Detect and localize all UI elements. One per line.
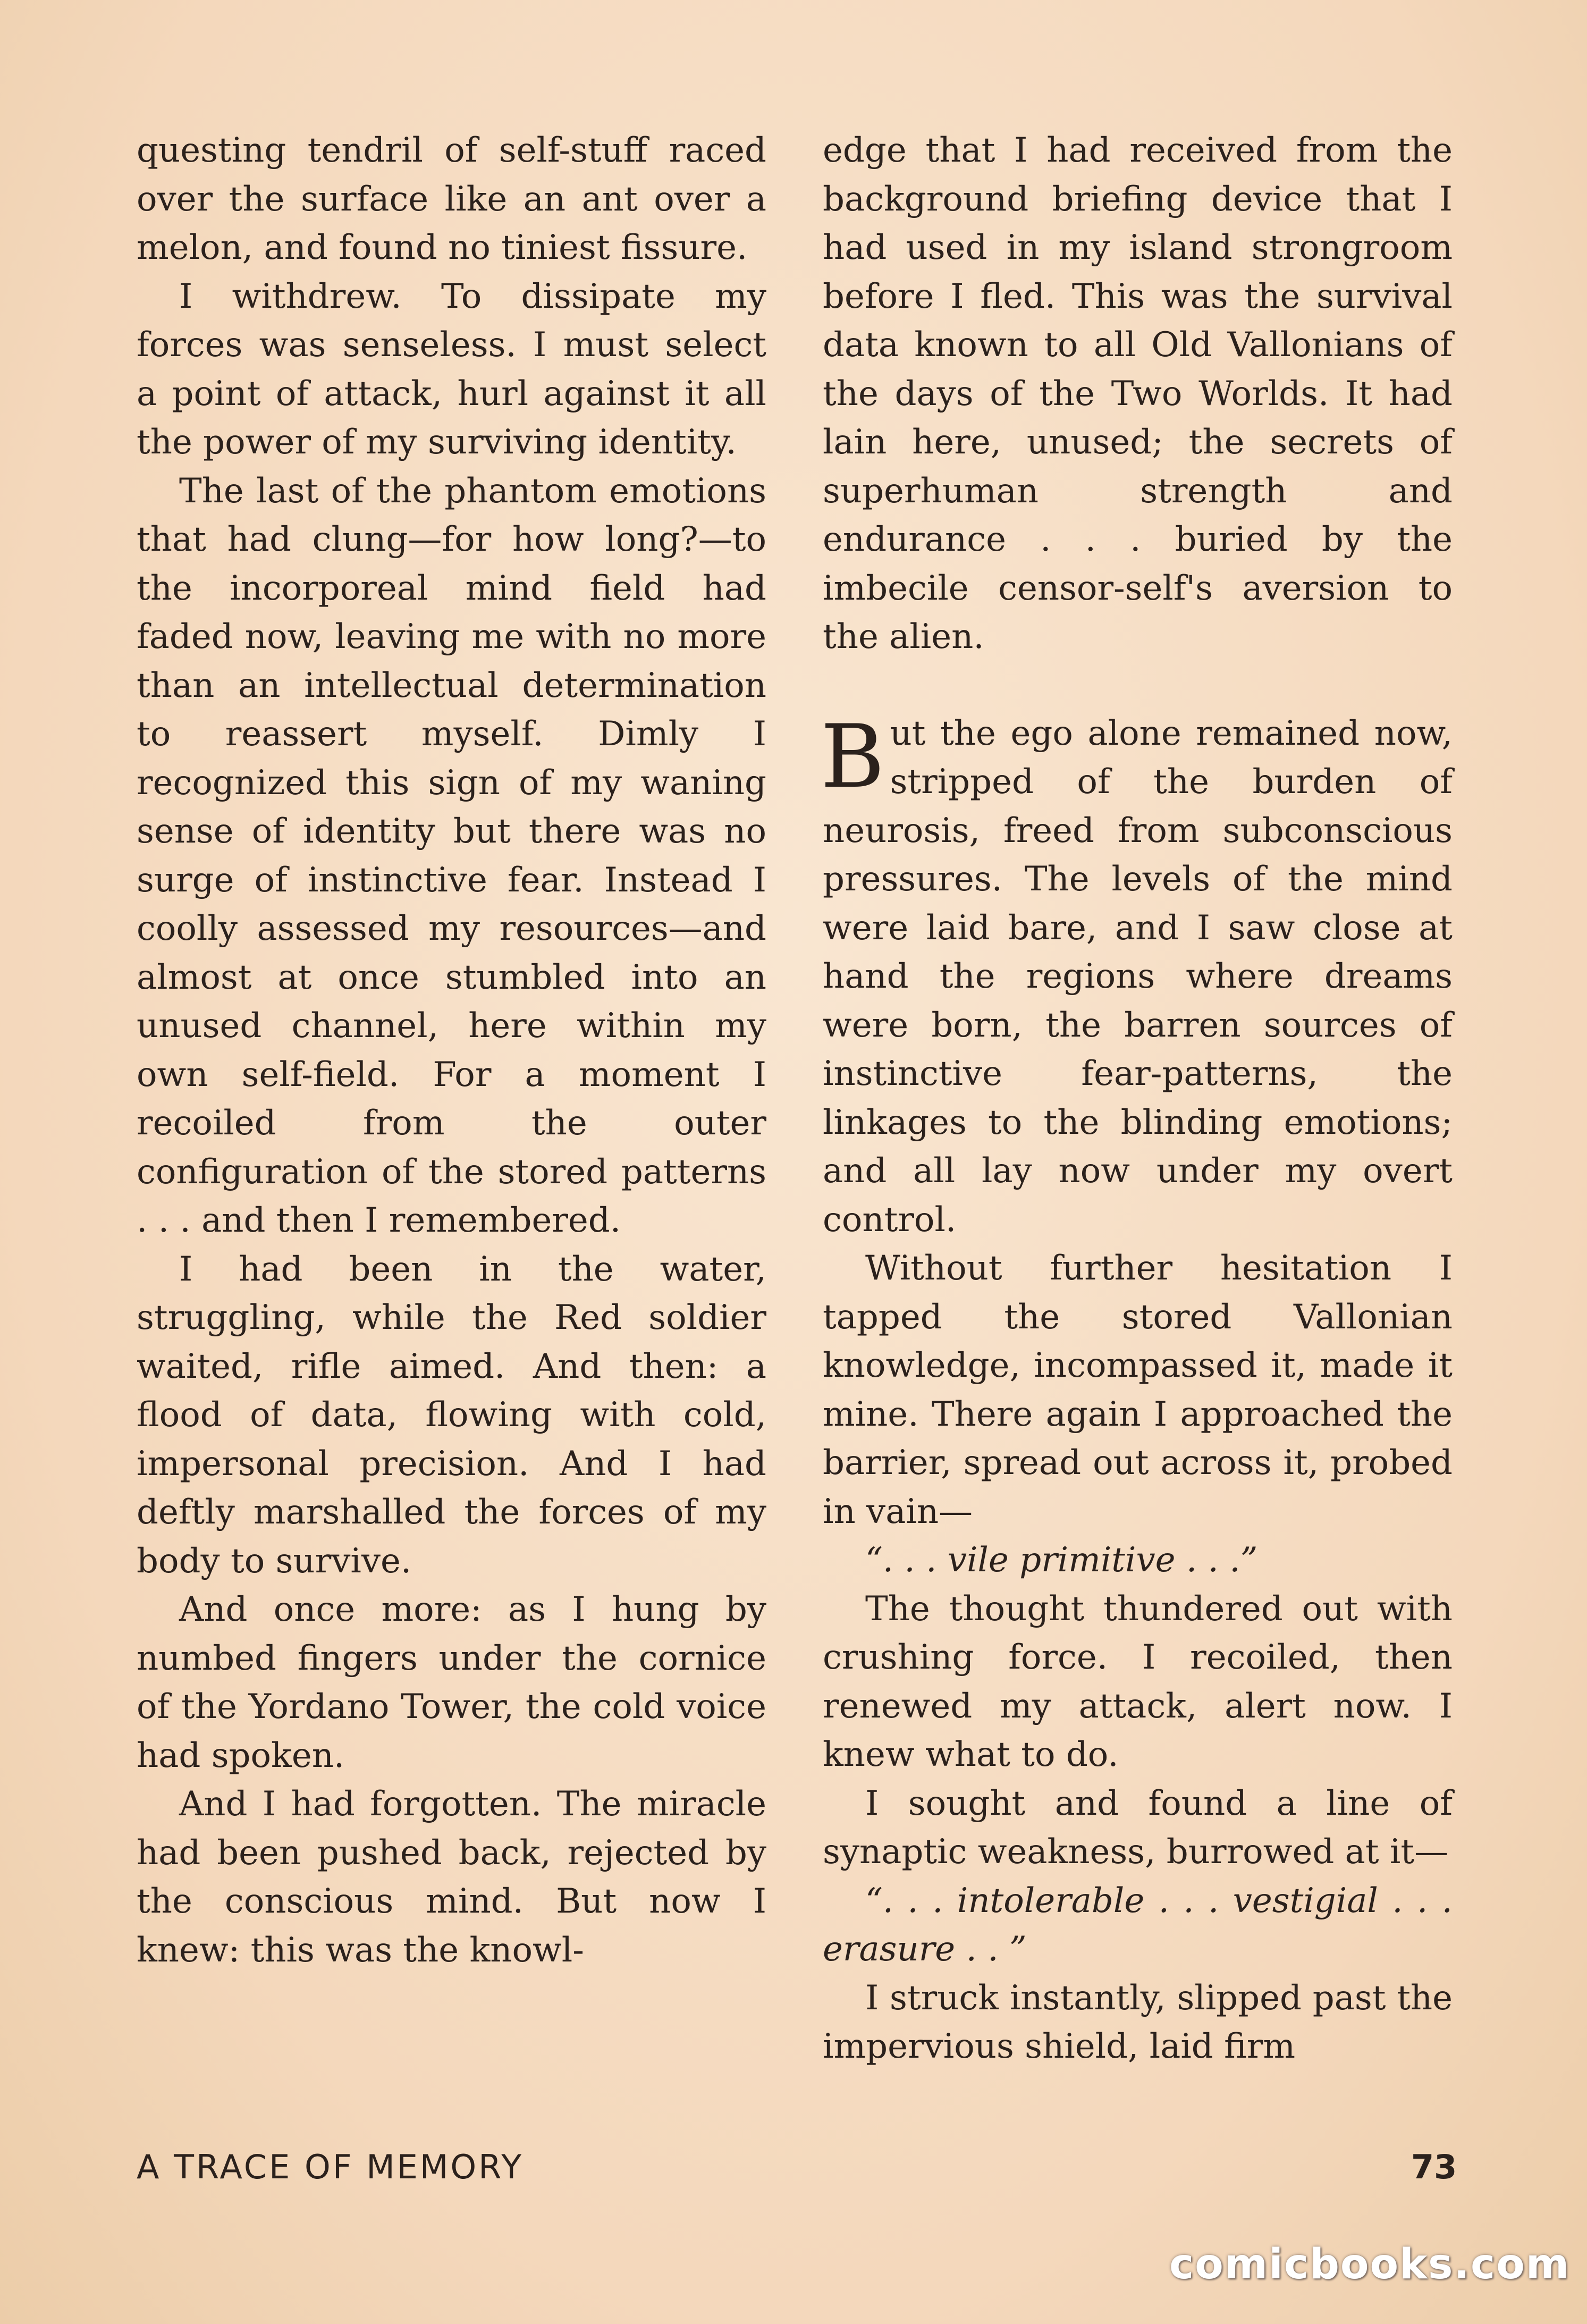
paragraph: I had been in the water, struggling, while the Red soldier waited, rifle aimed. And then: a flood of data, flowing with cold, impersonal precision. And I had deftly marshalled the forces of my body to survive.: [137, 1249, 766, 1581]
watermark-logo: comicbooks.com: [1169, 2241, 1571, 2288]
paragraph: questing tendril of self-stuff raced over the surface like an ant over a melon, and found no tiniest fissure.: [137, 131, 766, 267]
paragraph: I sought and found a line of synaptic weakness, burrowed at it—: [823, 1783, 1453, 1872]
paragraph: Without further hesitation I tapped the stored Vallonian knowledge, incompassed it, made it mine. There again I approached the barrier, spread out across it, probed in vain—: [823, 1249, 1453, 1531]
paragraph: I struck instantly, slipped past the impervious shield, laid firm: [823, 1978, 1453, 2066]
paragraph: edge that I had received from the background briefing device that I had used in my island strongroom before I fled. This was the survival data known to all Old Vallonians of the days of the Two Worlds. It had lain here, unused; the secrets of superhuman strength and endurance . . . buried by the imbecile censor-self's aversion to the alien.: [823, 131, 1453, 656]
italic-quote: “. . . intolerable . . . vestigial . . . erasure . . ”: [823, 1881, 1453, 1969]
drop-cap-paragraph-text: ut the ego alone remained now, stripped of the burden of neurosis, freed from subconscious pressures. The levels of the mind were laid bare, and I saw close at hand the regions where dreams were born, the barren sources of instinctive fear-patterns, the linkages to the blinding emotions; and all lay now under my overt control.: [823, 713, 1453, 1240]
paragraph: And once more: as I hung by numbed fingers under the cornice of the Yordano Tower, the cold voice had spoken.: [137, 1590, 766, 1775]
drop-cap: B: [821, 705, 885, 807]
paragraph: The thought thundered out with crushing force. I recoiled, then renewed my attack, alert now. I knew what to do.: [823, 1589, 1453, 1774]
paragraph: The last of the phantom emotions that had clung—for how long?—to the incorporeal mind field had faded now, leaving me with no more than an intellectual determination to reassert myself. Dimly I recognized this sign of my waning sense of identity but there was no surge of instinctive fear. Instead I coolly assessed my resources—and almost at once stumbled into an unused channel, here within my own self-field. For a moment I recoiled from the outer configuration of the stored patterns . . . and then I remembered.: [137, 471, 766, 1240]
paragraph: I withdrew. To dissipate my forces was senseless. I must select a point of attack, hurl against it all the power of my surviving identity.: [137, 276, 766, 462]
paragraph: And I had forgotten. The miracle had been pushed back, rejected by the conscious mind. But now I knew: this was the knowl-: [137, 1784, 766, 1970]
page-number: 73: [1411, 2148, 1457, 2186]
left-column: [137, 127, 766, 1975]
running-footer-title: A TRACE OF MEMORY: [137, 2148, 524, 2186]
right-column: [823, 127, 1453, 2072]
section-opening-paragraph: [821, 705, 1453, 1245]
italic-quote: “. . . vile primitive . . .”: [865, 1540, 1258, 1580]
